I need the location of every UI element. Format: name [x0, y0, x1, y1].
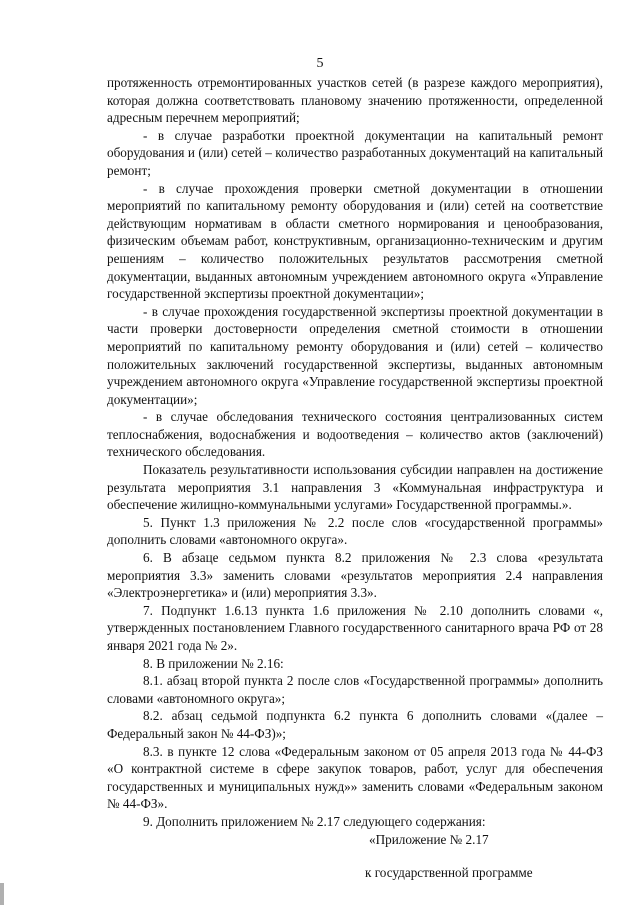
- paragraph-item-6: 6. В абзаце седьмом пункта 8.2 приложения № 2.3 слова «результата мероприятия 3.3» заменить словами «результатов мероприятия 2.4 направления «Электроэнергетика» и (или) мероприятия 3.3».: [107, 550, 603, 601]
- page-number: 5: [316, 56, 324, 71]
- paragraph-item-8-2: 8.2. абзац седьмой подпункта 6.2 пункта 6 дополнить словами «(далее – Федеральный закон № 44-ФЗ)»;: [107, 708, 603, 741]
- paragraph-item-9: 9. Дополнить приложением № 2.17 следующего содержания:: [143, 813, 486, 829]
- paragraph-performance-indicator: Показатель результативности использования субсидии направлен на достижение результата мероприятия 3.1 направления 3 «Коммунальная инфраструктура и обеспечение жилищно-коммунальными услугами» Государственной программы.».: [107, 462, 603, 513]
- appendix-title: «Приложение № 2.17: [369, 831, 489, 847]
- paragraph-continuation: протяженность отремонтированных участков сетей (в разрезе каждого мероприятия), которая должна соответствовать плановому значению протяженности, определенной адресным перечнем мероприятий;: [107, 75, 603, 126]
- paragraph-state-expertise: - в случае прохождения государственной экспертизы проектной документации в части проверки достоверности определения сметной стоимости в отношении мероприятий по капитальному ремонту оборудования и (или) сетей – количество положительных заключений государственной экспертизы, выданных автономным учреждением автономного округа «Управление государственной экспертизы проектной документации»;: [107, 303, 603, 407]
- paragraph-technical-survey: - в случае обследования технического состояния централизованных систем теплоснабжения, водоснабжения и водоотведения – количество актов (заключений) технического обследования.: [107, 409, 603, 460]
- paragraph-design-documentation: - в случае разработки проектной документации на капитальный ремонт оборудования и (или) сетей – количество разработанных документаций на капитальный ремонт;: [107, 127, 603, 178]
- paragraph-item-8-3: 8.3. в пункте 12 слова «Федеральным законом от 05 апреля 2013 года № 44-ФЗ «О контрактной системе в сфере закупок товаров, работ, услуг для обеспечения государственных и муниципальных нужд»» заменить словами «Федеральным законом № 44-ФЗ».: [107, 743, 603, 812]
- paragraph-item-8: 8. В приложении № 2.16:: [143, 655, 284, 671]
- appendix-subtitle: к государственной программе: [365, 865, 533, 881]
- paragraph-estimate-check: - в случае прохождения проверки сметной документации в отношении мероприятий по капитальному ремонту оборудования и (или) сетей на соответствие действующим нормативам в области сметного нормирования и ценообразования, физическим объемам работ, конструктивным, организационно-техническим и другим решениям – количество положительных результатов рассмотрения сметной документации, выданных автономным учреждением автономного округа «Управление государственной экспертизы проектной документации»;: [107, 180, 603, 302]
- paragraph-item-7: 7. Подпункт 1.6.13 пункта 1.6 приложения № 2.10 дополнить словами «, утвержденных постановлением Главного государственного санитарного врача РФ от 28 января 2021 года № 2».: [107, 602, 603, 653]
- paragraph-item-8-1: 8.1. абзац второй пункта 2 после слов «Государственной программы» дополнить словами «автономного округа»;: [107, 673, 603, 706]
- paragraph-item-5: 5. Пункт 1.3 приложения № 2.2 после слов «государственной программы» дополнить словами «автономного округа».: [107, 514, 603, 548]
- document-body: [107, 74, 603, 882]
- scan-edge-mark: [0, 883, 4, 905]
